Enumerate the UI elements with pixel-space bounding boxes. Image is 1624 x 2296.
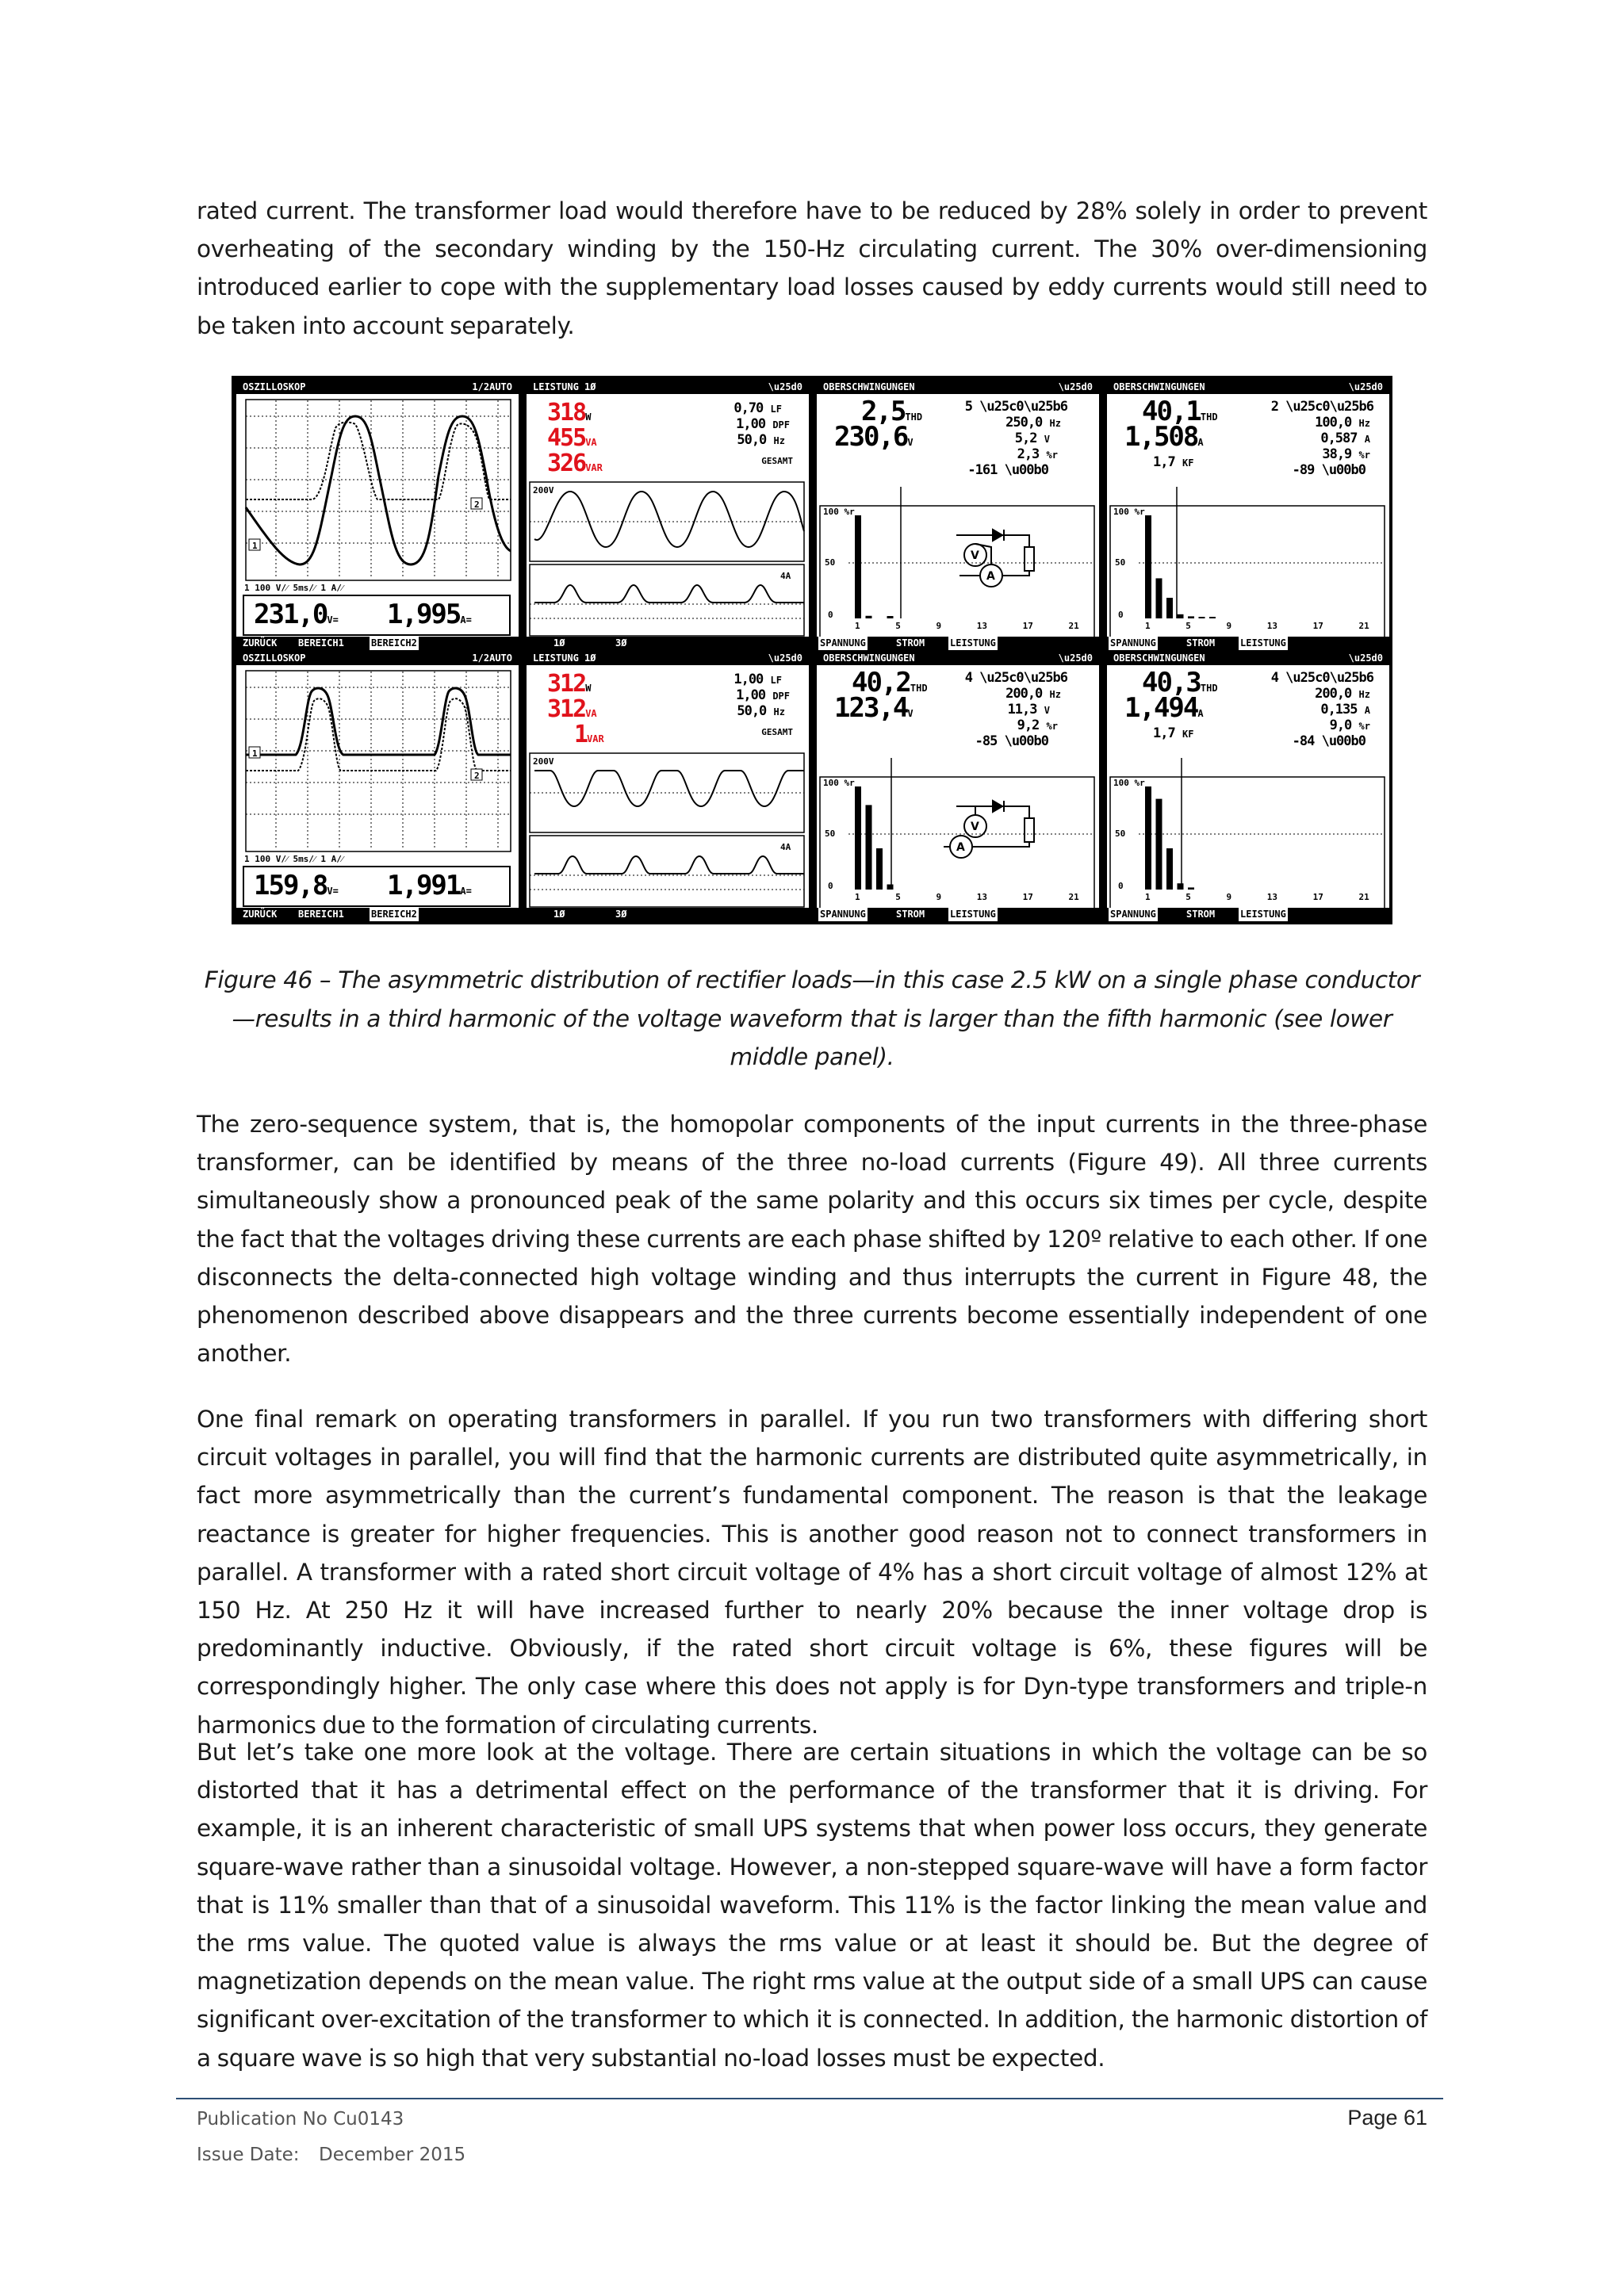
harm-current-tab[interactable]: STROM [896, 637, 925, 649]
harmonic-bar [1145, 515, 1151, 618]
power-waveforms-top [527, 381, 809, 650]
scope-readout-top: 231,0V= 1,995A= [243, 595, 511, 636]
power-a-range: 4A [780, 842, 791, 852]
harm-x-axis: 1 5 9 13 17 21 [855, 621, 1079, 631]
harm-voltage-tab[interactable]: SPANNUNG [820, 637, 866, 649]
harm-pct: 2,3 [1017, 446, 1040, 462]
issue-date-label: Issue Date: [197, 2145, 300, 2165]
power-panel-bottom: LEISTUNG 1Ø \u25d0 312W 312VA 1VAR 1,00 LF 1,00 DPF 50,0 Hz GESAMT 200V 4A 1Ø 3Ø [527, 652, 809, 921]
scope-range2-button[interactable]: BEREICH2 [371, 637, 417, 649]
harm-y-100: 100 %r [823, 507, 855, 517]
harmonic-bar [1156, 799, 1162, 890]
svg-text:200V: 200V [533, 485, 554, 496]
harm-title: OBERSCHWINGUNGEN [823, 381, 915, 392]
svg-text:2: 2 [474, 499, 480, 510]
harm-power-tab[interactable]: LEISTUNG [950, 637, 996, 649]
harm-y-0: 0 [828, 610, 833, 620]
harm-hz: 250,0 [1005, 415, 1043, 430]
publication-number: Publication No Cu0143 [197, 2109, 404, 2130]
harm-rms-bottom: 123,4 [834, 692, 908, 724]
power-lf: 0,70 [733, 400, 764, 416]
svg-text:4A: 4A [780, 571, 791, 581]
harmonic-bar [1145, 786, 1151, 890]
harmonic-bar [1178, 883, 1184, 890]
harm-deg: -161 [967, 462, 998, 478]
svg-text:V: V [971, 549, 979, 562]
power-va: 455 [547, 424, 586, 452]
paragraph-zero-sequence: The zero-sequence system, that is, the homopolar components of the input currents in the three-phase transformer, can be identified by means of the three no-load currents (Figure 49). All three currents simultaneously show a pronounced peak of the same polarity and this occurs six times per cycle, despite the fact that the voltages driving these currents are each phase shifted by 120º relative to each other. If one disconnects the delta-connected high voltage winding and thus interrupts the current in Figure 48, the phenomenon described above disappears and the three currents become essentially independent of one another. [197, 1111, 1427, 1368]
scope-scale: 1 100 V/⁄ 5ms/⁄ 1 A/⁄ [244, 583, 343, 593]
issue-date-value: December 2015 [319, 2145, 466, 2165]
power-3phase-tab[interactable]: 3Ø [615, 637, 627, 649]
harmonic-bar [1188, 616, 1194, 618]
scope-mode: 1/2AUTO [472, 381, 512, 392]
harmonic-bar [855, 515, 861, 618]
harm-order: 5 [964, 399, 972, 415]
scope-voltage-bottom: 159,8 [254, 870, 327, 901]
power-waveforms-bottom [527, 652, 809, 921]
power-watts-bottom: 312 [547, 670, 586, 698]
paragraph-parallel-operation: One final remark on operating transformers in parallel. If you run two transformers with differing short circuit voltages in parallel, you will find that the harmonic currents are distributed quite asymmetrically, in fact more asymmetrically than the current’s fundamental component. The reason is that the leakage reactance is greater for higher frequencies. This is another good reason not to connect transformers in parallel. A transformer with a rated short circuit voltage of 4% has a short circuit voltage of almost 12% at 150 Hz. At 250 Hz it will have increased further to nearly 20% because the inner voltage drop is predominantly inductive. Obviously, if the rated short circuit voltage is 6%, these figures will be correspondingly higher. The only case where this does not apply is for Dyn-type transformers and triple-n harmonics due to the formation of circulating currents. [197, 1406, 1427, 1739]
harm-thd: 2,5 [861, 396, 906, 427]
harm-chart-voltage-bottom [817, 652, 1099, 921]
footer-divider [176, 2098, 1443, 2099]
power-dpf: 1,00 [736, 416, 766, 432]
harmonic-bar [866, 616, 872, 618]
power-title: LEISTUNG 1Ø [533, 381, 596, 392]
svg-text:V: V [971, 821, 979, 833]
power-panel-top: LEISTUNG 1Ø \u25d0 318W 455VA 326VAR 0,70 LF 1,00 DPF 50,0 Hz GESAMT 200V 4A 1Ø 3Ø [527, 381, 809, 650]
svg-text:1: 1 [252, 748, 258, 759]
page-number: Page 61 [1347, 2106, 1427, 2130]
harmonic-bar [1178, 614, 1184, 618]
svg-text:A: A [986, 570, 995, 583]
harm-voltage-panel-top: OBERSCHWINGUNGEN \u25d0 2,5THD 230,6V 5 \u25c0\u25b6 250,0 Hz 5,2 V 2,3 %r -161 \u00b0 V A 100 %r 50 0 1 5 9 13 17 21 SPANNUNG STROM LEISTUNG [817, 381, 1099, 650]
harm-current-thd: 40,1 [1142, 396, 1201, 427]
harm-voltage-panel-bottom: OBERSCHWINGUNGEN \u25d0 40,2THD 123,4V 4 \u25c0\u25b6 200,0 Hz 11,3 V 9,2 %r -85 \u00b0 V A 100 %r 50 0 1 5 9 13 17 21 SPANNUNG STROM LEISTUNG [817, 652, 1099, 921]
paragraph-voltage-distortion: But let’s take one more look at the voltage. There are certain situations in which the voltage can be so distorted that it has a detrimental effect on the performance of the transformer that it is driving. For example, it is an inherent characteristic of small UPS systems that when power loss occurs, they generate square-wave rather than a sinusoidal voltage. However, a non-stepped square-wave will have a form factor that is 11% smaller than that of a sinusoidal waveform. This 11% is the factor linking the mean value and the rms value. The quoted value is always the rms value or at least it should be. But the degree of magnetization depends on the mean value. The right rms value at the output side of a small UPS can cause significant over-excitation of the transformer to which it is connected. In addition, the harmonic distortion of a square wave is so high that very substantial no-load losses must be expected. [197, 1739, 1427, 2072]
power-mode: GESAMT [761, 456, 793, 466]
harmonic-bar [1156, 578, 1162, 618]
scope-current: 1,995 [387, 599, 461, 630]
power-var: 326 [547, 450, 586, 477]
harm-current-thd-bottom: 40,3 [1142, 667, 1201, 698]
power-va-bottom: 312 [547, 695, 586, 723]
harmonic-bar [887, 616, 894, 618]
power-v-range: 200V [533, 756, 554, 767]
harmonic-bar [1188, 887, 1194, 890]
harmonic-bar [1209, 617, 1216, 618]
harm-chart-current-bottom [1107, 652, 1389, 921]
scope-voltage: 231,0 [254, 599, 327, 630]
harm-current-panel-top: OBERSCHWINGUNGEN \u25d0 40,1THD 1,508A 1,7 KF 2 \u25c0\u25b6 100,0 Hz 0,587 A 38,9 %r -89 \u00b0 100 %r 50 0 1 5 9 13 17 21 SPANNUNG STROM LEISTUNG [1107, 381, 1389, 650]
harmonic-bar [876, 848, 883, 890]
paragraph-rated-current: rated current. The transformer load would therefore have to be reduced by 28% solely in order to prevent overheating of the secondary winding by the 150-Hz circulating current. The 30% over-dimensioning introduced earlier to cope with the supplementary load losses caused by eddy currents would still need to be taken into account separately. [197, 197, 1427, 339]
harm-chart-current-top [1107, 381, 1389, 650]
harmonic-bar [855, 786, 861, 890]
scope-panel-bottom: OSZILLOSKOP 1/2AUTO 1 2 1 100 V/⁄ 5ms/⁄ 1 A/⁄ 159,8V= 1,991A= ZURÜCK BEREICH1 BEREICH2 [236, 652, 519, 921]
harm-thd-bottom: 40,2 [852, 667, 910, 698]
harmonic-bar [1166, 848, 1173, 890]
svg-text:A: A [956, 841, 965, 854]
harmonic-bar [1166, 598, 1173, 618]
scope-title: OSZILLOSKOP [243, 381, 306, 392]
scope-panel-top [236, 381, 519, 650]
harm-kf: 1,7 [1153, 454, 1175, 470]
harm-current-panel-bottom: OBERSCHWINGUNGEN \u25d0 40,3THD 1,494A 1,7 KF 4 \u25c0\u25b6 200,0 Hz 0,135 A 9,0 %r -84 \u00b0 100 %r 50 0 1 5 9 13 17 21 SPANNUNG STROM LEISTUNG [1107, 652, 1389, 921]
harm-volts: 5,2 [1014, 430, 1037, 446]
harmonic-bar [887, 885, 894, 890]
harm-current-rms: 1,508 [1124, 421, 1198, 453]
scope-range1-button[interactable]: BEREICH1 [298, 637, 344, 649]
harm-chart-voltage-top [817, 381, 1099, 650]
harmonic-bar [866, 805, 872, 890]
figure-caption: Figure 46 – The asymmetric distribution of rectifier loads—in this case 2.5 kW on a single phase conductor—results in a third harmonic of the voltage waveform that is larger than the fifth harmonic (see lower middle panel). [204, 966, 1420, 1070]
scope-current-bottom: 1,991 [387, 870, 461, 901]
power-1phase-tab[interactable]: 1Ø [553, 637, 565, 649]
svg-text:2: 2 [474, 771, 480, 781]
figure-46-oscilloscope-panels [232, 376, 1392, 924]
power-watts: 318 [547, 399, 586, 427]
power-hz: 50,0 [737, 432, 767, 448]
scope-readout-bottom: 159,8V= 1,991A= [243, 866, 511, 907]
harm-y-50: 50 [825, 557, 836, 568]
scope-back-button[interactable]: ZURÜCK [243, 637, 278, 649]
harm-rms: 230,6 [834, 421, 908, 453]
harm-current-rms-bottom: 1,494 [1124, 692, 1198, 724]
power-var-bottom: 1 [574, 721, 588, 748]
svg-text:1: 1 [252, 541, 258, 551]
harmonic-bar [1199, 617, 1205, 618]
